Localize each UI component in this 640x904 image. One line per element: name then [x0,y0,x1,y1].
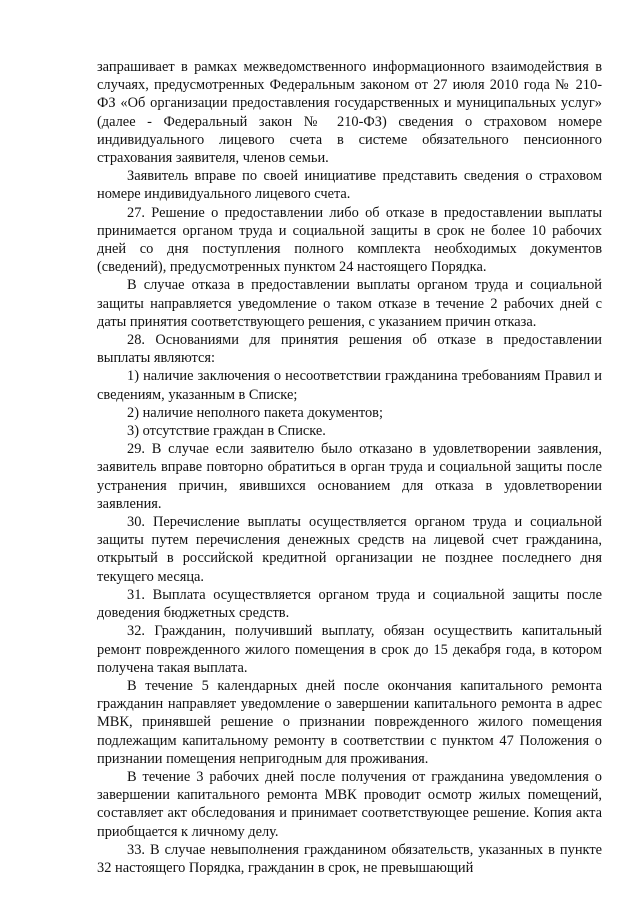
paragraph-continuation: запрашивает в рамках межведомственного информационного взаимодействия в случаях, предусмотренных Федеральным законом от 27 июля 2010 года № 210-ФЗ «Об организации предоставления государственных и муниципальных услуг» (далее - Федеральный закон № 210-ФЗ) сведения о страховом номере индивидуального лицевого счета в системе обязательного пенсионного страхования заявителя, членов семьи. [97,59,602,167]
list-item-3: 3) отсутствие граждан в Списке. [127,423,326,440]
list-item-1: 1) наличие заключения о несоответствии гражданина требованиям Правил и сведениям, указанным в Списке; [97,368,602,403]
paragraph-28: 28. Основаниями для принятия решения об отказе в предоставлении выплаты являются: [97,332,602,367]
paragraph-refusal-notice: В случае отказа в предоставлении выплаты органом труда и социальной защиты направляется уведомление о таком отказе в течение 2 рабочих дней с даты принятия соответствующего решения, с указанием причин отказа. [97,277,602,330]
document-body [97,58,602,877]
paragraph-30: 30. Перечисление выплаты осуществляется органом труда и социальной защиты путем перечисления денежных средств на лицевой счет гражданина, открытый в российской кредитной организации не позднее последнего дня текущего месяца. [97,514,602,585]
list-item-2: 2) наличие неполного пакета документов; [127,404,383,421]
paragraph-repair-notice: В течение 5 календарных дней после окончания капитального ремонта гражданин направляет уведомление о завершении капитального ремонта в адрес МВК, принявшей решение о признании поврежденного жилого помещения подлежащим капитальному ремонту в соответствии с пунктом 47 Положения о признании помещения непригодным для проживания. [97,677,602,767]
paragraph-applicant-right: Заявитель вправе по своей инициативе представить сведения о страховом номере индивидуального лицевого счета. [97,168,602,203]
paragraph-inspection: В течение 3 рабочих дней после получения от гражданина уведомления о завершении капитального ремонта МВК проводит осмотр жилых помещений, составляет акт обследования и принимает соответствующее решение. Копия акта приобщается к личному делу. [97,768,602,840]
paragraph-27: 27. Решение о предоставлении либо об отказе в предоставлении выплаты принимается органом труда и социальной защиты в срок не более 10 рабочих дней со дня поступления полного комплекта необходимых документов (сведений), предусмотренных пунктом 24 настоящего Порядка. [97,204,602,276]
paragraph-29: 29. В случае если заявителю было отказано в удовлетворении заявления, заявитель вправе повторно обратиться в орган труда и социальной защиты после устранения причин, явившихся основанием для отказа в удовлетворении заявления. [97,441,602,512]
paragraph-31: 31. Выплата осуществляется органом труда и социальной защиты после доведения бюджетных средств. [97,586,602,622]
paragraph-33: 33. В случае невыполнения гражданином обязательств, указанных в пункте 32 настоящего Порядка, гражданин в срок, не превышающий [97,841,602,876]
paragraph-32: 32. Гражданин, получивший выплату, обязан осуществить капитальный ремонт поврежденного жилого помещения в срок до 15 декабря года, в котором получена такая выплата. [97,623,602,676]
